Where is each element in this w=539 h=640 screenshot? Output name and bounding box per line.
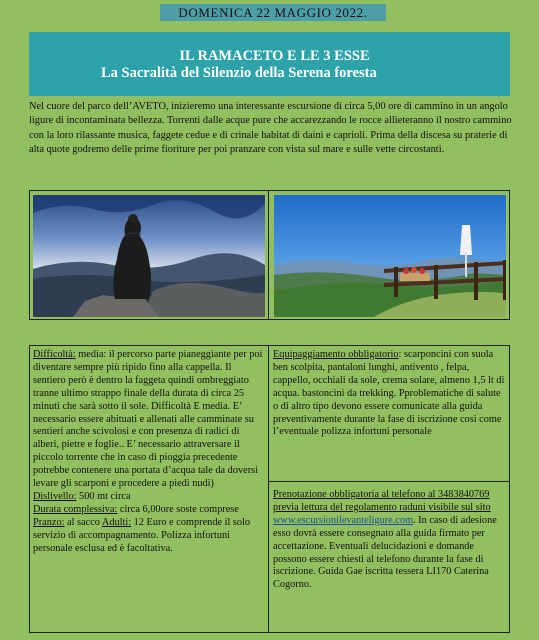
photo-divider: [268, 191, 269, 319]
equipment-paragraph: [273, 349, 506, 439]
photo-table: [29, 190, 510, 320]
difficulty-paragraph: [33, 349, 265, 491]
equipment-text: : scarponcini con suola ben scolpita, pantaloni lunghi, antivento , felpa, cappello, occhiali da sole, crema solare, almeno 1,5 lt di acqua. bastoncini da trekking. Pproblematiche di salute o di altro tipo devono essere comunicate alla guida preventivamente durante la fase di iscrizione cosi come l’eventuale polizza infortuni personale: [273, 349, 505, 438]
intro-paragraph: Nel cuore del parco dell’AVETO, inizieremo una interessante escursione di circa 5,00 ore di cammino in un angolo ligure di incontaminata bellezza. Torrenti dalle acque pure che accarezzando le rocce allieteranno il nostro cammino con la loro rilassante musica, faggete cedue e di crinale habitat di daini e caprioli. Prima della discesa su praterie di alta quote godremo delle prime fioriture per poi pranzare con vista sul mare e sulle vette circostanti.: [29, 101, 512, 156]
page-title: IL RAMACETO E LE 3 ESSE: [179, 48, 370, 64]
adults-text: 12 Euro e comprende il solo servizio di accompagnamento. Polizza infortuni personale esclusa ed è facoltativa.: [33, 516, 251, 554]
lunch-label: Pranzo:: [33, 516, 65, 528]
adults-label: Adulti:: [101, 516, 132, 528]
equipment-cell: [273, 349, 506, 439]
elevation-paragraph: [33, 491, 265, 504]
info-horizontal-divider: [268, 481, 509, 482]
info-table: [29, 345, 510, 633]
duration-text: circa 6,00ore soste comprese: [117, 503, 239, 515]
duration-label: Durata complessiva:: [33, 503, 118, 515]
booking-text: . In caso di adesione esso dovrà essere consegnato alla guida firmato per accettazione. Eventuali delucidazioni e domande possono essere chiesti al telefono durante la fase di iscrizione. Guida Gae iscritta tessera LI170 Caterina Cogorno.: [273, 514, 497, 591]
madonna-statue-photo: [33, 195, 265, 317]
duration-paragraph: [33, 504, 265, 517]
difficulty-text: media: il percorso parte pianeggiante per poi diventare sempre più ripido fino alla cappella. Il sentiero però è dentro la faggeta quindi ombreggiato tranne ultimo strappo finale della durata di circa 25 minuti che sarà sotto il sole. Difficoltà E media. E’ necessario essere abituati e allenati alle camminate su sentieri anche scivolosi e con presenza di radici di alberi, pietre e foglie.. E’ necessario attraversare il piccolo torrente che in caso di pioggia precedente potrebbe contenere una portata d’acqua tale da doversi levare gli scarponi e procedere a piedi nudi): [33, 349, 263, 490]
booking-cell: [273, 489, 506, 592]
lunch-paragraph: [33, 517, 265, 556]
page-subtitle: La Sacralità del Silenzio della Serena foresta: [101, 65, 377, 81]
info-vertical-divider: [268, 346, 269, 632]
fence-mountain-view-photo: [274, 195, 506, 317]
lunch-text: al sacco: [64, 516, 102, 528]
details-cell: [33, 349, 265, 556]
booking-label: Prenotazione obbligatoria al telefono al 3483840769 previa lettura del regolamento raduni visibile sul sito: [273, 489, 491, 513]
elevation-text: 500 mt circa: [76, 490, 131, 502]
booking-paragraph: [273, 489, 506, 592]
website-link[interactable]: www.escursionilevanteligure.com: [273, 514, 414, 526]
elevation-label: Dislivello:: [33, 490, 77, 502]
difficulty-label: Difficoltà:: [33, 349, 76, 360]
title-banner: [29, 32, 510, 96]
event-date: DOMENICA 22 MAGGIO 2022.: [160, 4, 386, 21]
equipment-label: Equipaggiamento obbligatorio: [273, 349, 399, 360]
